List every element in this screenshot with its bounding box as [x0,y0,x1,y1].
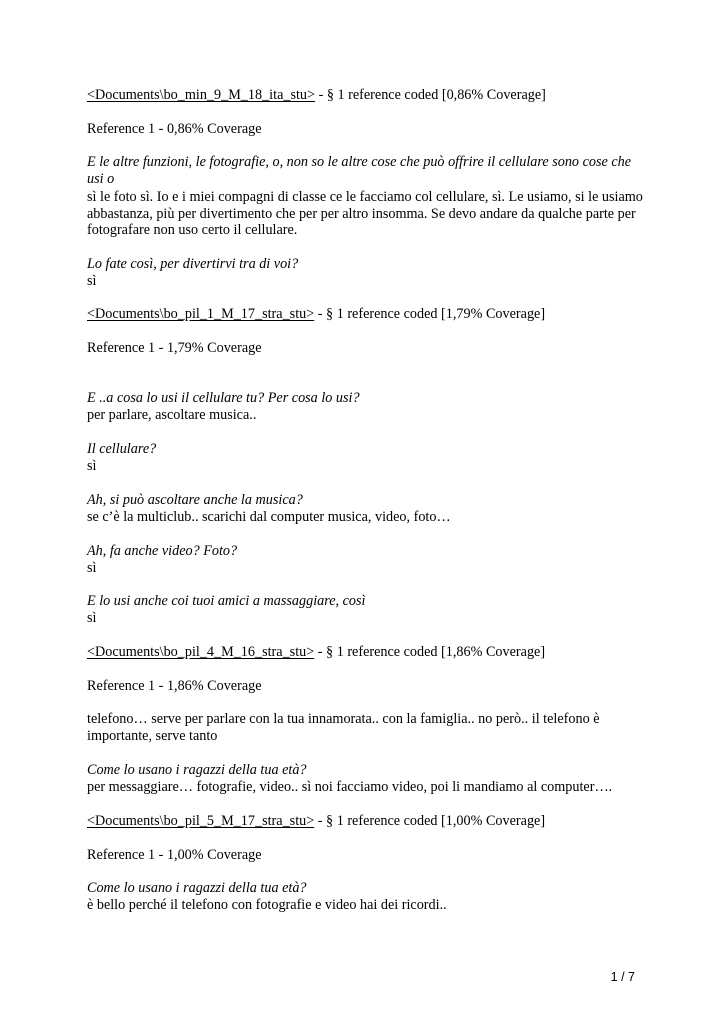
coverage-summary: - § 1 reference coded [1,00% Coverage] [314,813,546,829]
reference-label: Reference 1 - 0,86% Coverage [87,121,262,137]
interview-question: Il cellulare? [87,441,157,457]
document-link[interactable]: <Documents\bo_pil_1_M_17_stra_stu> [87,306,315,322]
interview-answer: per parlare, ascoltare musica.. [87,407,257,423]
reference-label: Reference 1 - 1,86% Coverage [87,678,262,694]
source-header [87,306,647,323]
interview-question: Ah, fa anche video? Foto? [87,543,238,559]
document-link[interactable]: <Documents\bo_pil_4_M_16_stra_stu> [87,644,315,660]
reference-label: Reference 1 - 1,79% Coverage [87,340,262,356]
interview-answer: per messaggiare… fotografie, video.. sì noi facciamo video, poi li mandiamo al computer…. [87,779,613,795]
interview-question: Come lo usano i ragazzi della tua età? [87,880,307,896]
coverage-summary: - § 1 reference coded [1,86% Coverage] [314,644,546,660]
interview-question: E le altre funzioni, le fotografie, o, non so le altre cose che può offrire il cellulare sono cose che usi o [87,154,632,187]
interview-answer: sì [87,458,97,474]
interview-question: Come lo usano i ragazzi della tua età? [87,762,307,778]
interview-answer: è bello perché il telefono con fotografie e video hai dei ricordi.. [87,897,447,913]
interview-answer: sì [87,560,97,576]
page-number: 1 / 7 [610,970,635,984]
reference-label: Reference 1 - 1,00% Coverage [87,847,262,863]
interview-question: E ..a cosa lo usi il cellulare tu? Per cosa lo usi? [87,390,360,406]
interview-answer: sì le foto sì. Io e i miei compagni di classe ce le facciamo col cellulare, sì. Le usiamo, si le usiamo abbastanza, più per divertimento che per per altro insomma. Se devo andare da qualche parte per fotografare non uso certo il cellulare. [87,189,643,238]
document-link[interactable]: <Documents\bo_min_9_M_18_ita_stu> [87,87,316,103]
source-header [87,813,647,830]
coverage-summary: - § 1 reference coded [0,86% Coverage] [315,87,546,103]
interview-answer: se c’è la multiclub.. scarichi dal computer musica, video, foto… [87,509,451,525]
interview-question: Ah, si può ascoltare anche la musica? [87,492,303,508]
document-link[interactable]: <Documents\bo_pil_5_M_17_stra_stu> [87,813,315,829]
interview-answer: telefono… serve per parlare con la tua innamorata.. con la famiglia.. no però.. il telefono è importante, serve tanto [87,711,600,744]
interview-answer: sì [87,273,97,289]
coverage-summary: - § 1 reference coded [1,79% Coverage] [314,306,546,322]
interview-answer: sì [87,610,97,626]
source-header [87,644,647,661]
interview-question: Lo fate così, per divertirvi tra di voi? [87,256,299,272]
source-header [87,87,647,104]
interview-question: E lo usi anche coi tuoi amici a massaggiare, così [87,593,366,609]
